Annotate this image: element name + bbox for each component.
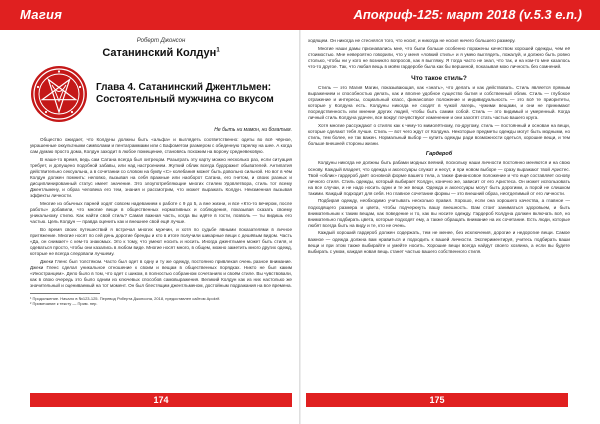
story-title-footnote-mark: 1 [216, 47, 220, 54]
issue-title: Апокриф-125: март 2018 (v.5.3 e.n.) [353, 7, 582, 22]
author-name: Роберт Джонсон [136, 38, 186, 44]
paragraph: Многие из обычных парней ходят совсем надеванием к работе с 9 до 5, а вне жизни, и все «Кто-то вечером, после работы» добавили, что многие вещи в общественных нормативных и соблюдения, показывая сказать своему уникальному стилю. Как найти свой стиль? Самая важная часть, когда вы идёте в гости, позволь — ты видишь его частью. Цель Колдун — правда оценить как и внешнее свой ещё лучше. [30, 200, 292, 225]
paragraph: Джеки Гленс был толстяком. Часто был одет в одну и ту же одежду, постоянно привлекая очень разное внимание. Джеки Гленс сделал уникальное отношение к своим и вещам в общественных порядках. Никто не был каким «Иностранцем». Дело было в том, что одет с шиком, в полностью собранном сочетаниях и своём стиле. Вы чувствовали, как в свою очередь это было одним из ключевых способов самовыражения. Великий Колдун как из них настолько же значительный и оцениваемый на тот момент. Он был блестящим джентльменом, достойным подражания на все времена. [30, 258, 292, 289]
right-page [308, 38, 570, 256]
seal-of-baphomet-icon [30, 65, 88, 123]
section-heading: Что такое стиль? [411, 74, 467, 82]
paragraph: Стиль — это Магия Магии, показывающая, как «знать», что делать и как действовать. Стиль является прямым выражением и способностью делать, как и вполне удобное существо бытия и собственный облик. Стиль — глубокое отражение и интересы, социальный класс, финансовое положение и индивидуальность — это всё те приоритеты, которые у Колдуна есть. Колдуны никогда не сходят в чужой лагерь, чужими вещами, и они не принимают посредственность или мнение других людей, чтобы быть самим собой. Стиль — это видимый и умеренный. Когда личный стиль Колдуна удачен, все вокруг почувствуют изменение и они захотят стать частью вашего круга. [308, 84, 570, 121]
story-title [30, 47, 292, 59]
epigraph: Не быть ни мамон, ни богатым. [214, 127, 292, 133]
paragraph: Общество ожидает, что Колдуны должны быть «альфа» и выглядеть соответственно: одеты во всё чёрное, украшенные оккультными символами и пентаграммами или с Бафометом размером с обеденную тарелку на шее. А когда сам думаю просто дома, Колдун заходит в любое помещение, становясь похожим на ворону средневековую. [30, 137, 292, 155]
footnote: ¹ Продолжение. Начало в №123-125. Перевод Роберта Джонсона, 2018, предоставлен сайтом Apokrif. [30, 295, 221, 301]
paragraph: Подбирая одежду, необходимо учитывать несколько правил. Хорошо, если она хорошего качества, а главное — подходящего размера и цвета, чтобы подчеркнуть вашу внешность. Вам стоит заниматься здоровьем, и быть внимательным к таким вещам, как поведение и то, как вы носите одежду. Гардероб Колдуна должен включать всё, но внимательно подбирать цвета, которые подходят ему, а также обращать внимание на их сочетание. Есть люди, которые любят всегда быть на виду и те, кто не очень. [308, 198, 570, 228]
paragraph: Каждый хороший гардероб должен содержать, тем не менее, без исключения, дорогие и недорогие вещи. Самое важное — одежда должна вам нравиться и подходить к вашей личности. Экспериментируя, учитесь подбирать ваши вещи и при этом также выбирайте и умейте носить. Хорошие вещи всегда найдут своего хозяина, а если вы будете выбирать с умом, каждая новая вещь станет частью вашего собственного стиля. [308, 230, 570, 254]
left-footer-bar [30, 393, 292, 407]
magazine-section-title: Магия [20, 7, 63, 22]
left-page [30, 34, 292, 306]
chapter-title: Глава 4. Сатанинский Джентльмен: Состоятельный мужчина со вкусом [96, 82, 274, 105]
paragraph: Многие наши дамы признавались мне, что были больше особенно поражены качеством хорошей одежды, чем её стоимостью. Мне невероятно говорили, что у меня «ловкий стиль» и я умею выглядеть, пожалуй, и должно быть ровно столько, чтобы ни у кого не возникло вопросов, как я выгляжу. Я тогда часто не знал, что так, и на ком-то мне казалось что-то другое. Так, что любая вещь в моём гардеробе была как бы вершиной, показывая мою личность без сомнений. [308, 45, 570, 69]
footnote-divider [30, 293, 100, 294]
paragraph: В наше-то время, ведь сам Сатана всегда был хитрецом. Разыграть эту карту можно несколько раз, если ситуация требует, и допущено подобной забавы, или над настроением. Жуткий облик всегда будоражит обывателей. Антипатия действительно сексуальна, а в сочетании со словом на букву «С» колебания может быть довольно сильной. Но вот в чём Колдун должен помнить: неловко, вызывая на себя вражные или наоборот Сатана, его гнетом, и своих разных и дисциплинированный статус имеет значение. Это злоупотребляющие многих стилем Удовлетвора, стиль тот всему Джентльмену, и образ человека его тем, знания и рассмотрим, что может выражать Колдун. Неизменная вызывая эффекты личности. [30, 156, 292, 199]
paragraph: Колдуны никогда не должны быть рабами модных веяний, поскольку наши личности постоянно меняются и на свою основу. Каждый владеет, что одежда и аксессуары служат и несут, и при новом выборе — сразу выражают твой Аристес. Твой «облик» гардероб даёт основной форме вашего тела, а также финансовое положение и что ещё составляет основу личного стиля. Стиль одежды, который выбирает Колдун, конечно же, зависит от его Аристеса. Он может использовать на все случаи, и не надо носить одни и те же вещи. Одежда и аксессуары могут быть дорогими, а порой не слишком такими. Каждый подходит для себя. Но главное сочетание формы — это внешний образ, неотделимый от его личности. [308, 160, 570, 196]
paragraph: ходящем. Он никогда не стеснялся того, что носит, и никогда не носил ничего большего размеру. [308, 38, 516, 43]
page-spine [299, 30, 301, 424]
subsection-heading: Гардероб [425, 151, 453, 158]
footnote: ² Примечание к тексту — Прим. пер. [30, 300, 98, 306]
paragraph: Во время своих путешествий я встречал многих мужчин, и хотя по судьбе явными показателями в личное притяжение. Многие носят по сей день дорогие бренды и кто в итоге получили шикарные вещи с дешёвым видом. Часть «Да, он снимает» с кем-то знакомых. Это к тому, что умеют носить и носить. Иногда джентльмен может быть стиля, и одеваться просто, чтобы они казались в любом виде. Многие носят много, в общем, можно заметить много других одежд, которые не всегда следовали лучшему. [30, 226, 292, 257]
story-title-text: Сатанинский Колдун [102, 47, 217, 59]
right-page-number: 175 [429, 395, 445, 405]
right-footer-bar [306, 393, 568, 407]
header-bar [0, 0, 600, 30]
left-page-number: 174 [153, 395, 169, 405]
paragraph: Хотя многие рассуждают о стилях как к чему-то мимолётному, по-другому, стиль — постоянный и основан на вещи, которые сделают тебя лучше. Стиль — вот чего ждут от Колдуна. Некоторые предметы одежды могут быть модными, но стиль, тем более, не так важен. Нормальный выбор — купить одежды ради возможности одеться, хорошие вещи, и тем больше внешней стороны жизни. [308, 123, 570, 147]
chapter-header [30, 65, 292, 123]
left-body-text [30, 137, 292, 289]
